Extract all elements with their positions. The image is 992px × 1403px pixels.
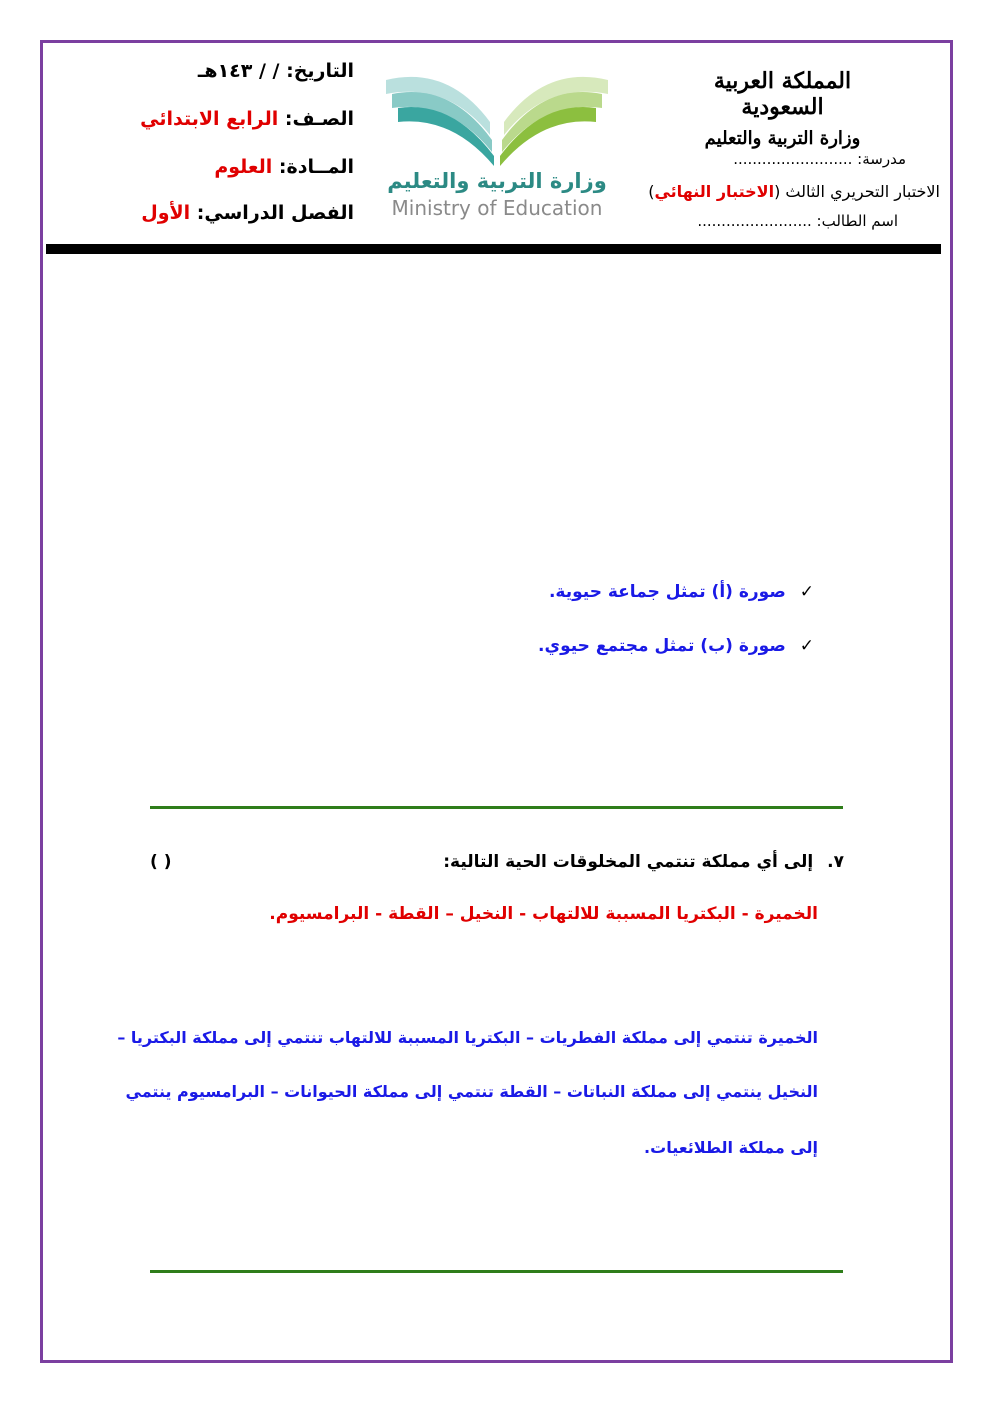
- logo-english-text: Ministry of Education: [391, 196, 603, 220]
- grade-label: الصـف:: [284, 108, 354, 130]
- check-item-b: [538, 636, 814, 656]
- answer-line-2: النخيل ينتمي إلى مملكة النباتات – القطة تنتمي إلى مملكة الحيوانات – البرامسيوم ينتمي: [125, 1082, 818, 1101]
- date-label: التاريخ:: [286, 60, 354, 82]
- ministry-name: وزارة التربية والتعليم: [704, 128, 861, 149]
- book-logo-icon: [378, 60, 616, 220]
- answer-line-3: إلى مملكة الطلائعيات.: [644, 1138, 818, 1157]
- question-7: [443, 852, 844, 872]
- exam-title-highlight: الاختبار النهائي: [654, 182, 775, 201]
- term-row: [141, 202, 354, 224]
- organisms-list: الخميرة - البكتريا المسببة للالتهاب - النخيل – القطة - البرامسيوم.: [269, 904, 818, 924]
- grade-value: الرابع الابتدائي: [140, 108, 279, 130]
- ministry-logo: [378, 60, 616, 220]
- kingdom-name: المملكة العربية السعودية: [713, 68, 852, 120]
- exam-title: [648, 182, 940, 201]
- exam-title-suffix: ): [648, 182, 655, 201]
- checkmark-icon: ✓: [799, 582, 814, 602]
- term-value: الأول: [141, 202, 191, 224]
- grade-row: [140, 108, 354, 130]
- subject-value: العلوم: [214, 156, 273, 178]
- term-label: الفصل الدراسي:: [196, 202, 354, 224]
- question-number: ٧.: [827, 852, 844, 872]
- score-box: ( ): [150, 852, 172, 872]
- section-divider-bottom: [150, 1270, 843, 1273]
- exam-title-prefix: الاختبار التحريري الثالث (: [774, 182, 940, 201]
- school-line: مدرسة: .........................: [733, 150, 906, 168]
- date-value: / / ١٤٣هـ: [197, 60, 280, 82]
- logo-arabic-text: وزارة التربية والتعليم: [387, 169, 607, 193]
- subject-row: [214, 156, 354, 178]
- answer-line-1: الخميرة تنتمي إلى مملكة الفطريات – البكتريا المسببة للالتهاب تنتمي إلى مملكة البكتريا –: [117, 1028, 818, 1047]
- check-item-b-text: صورة (ب) تمثل مجتمع حيوي.: [538, 636, 786, 656]
- subject-label: المــادة:: [278, 156, 354, 178]
- question-text: إلى أي مملكة تنتمي المخلوقات الحية التالية:: [443, 852, 814, 872]
- checkmark-icon: ✓: [799, 636, 814, 656]
- page-border: [40, 40, 953, 1363]
- check-item-a-text: صورة (أ) تمثل جماعة حيوية.: [548, 582, 786, 602]
- header-divider: [46, 244, 941, 254]
- kingdom-header: [700, 68, 865, 149]
- section-divider-top: [150, 806, 843, 809]
- student-name-line: اسم الطالب: ........................: [697, 212, 898, 230]
- date-row: [198, 60, 354, 82]
- check-item-a: [549, 582, 814, 602]
